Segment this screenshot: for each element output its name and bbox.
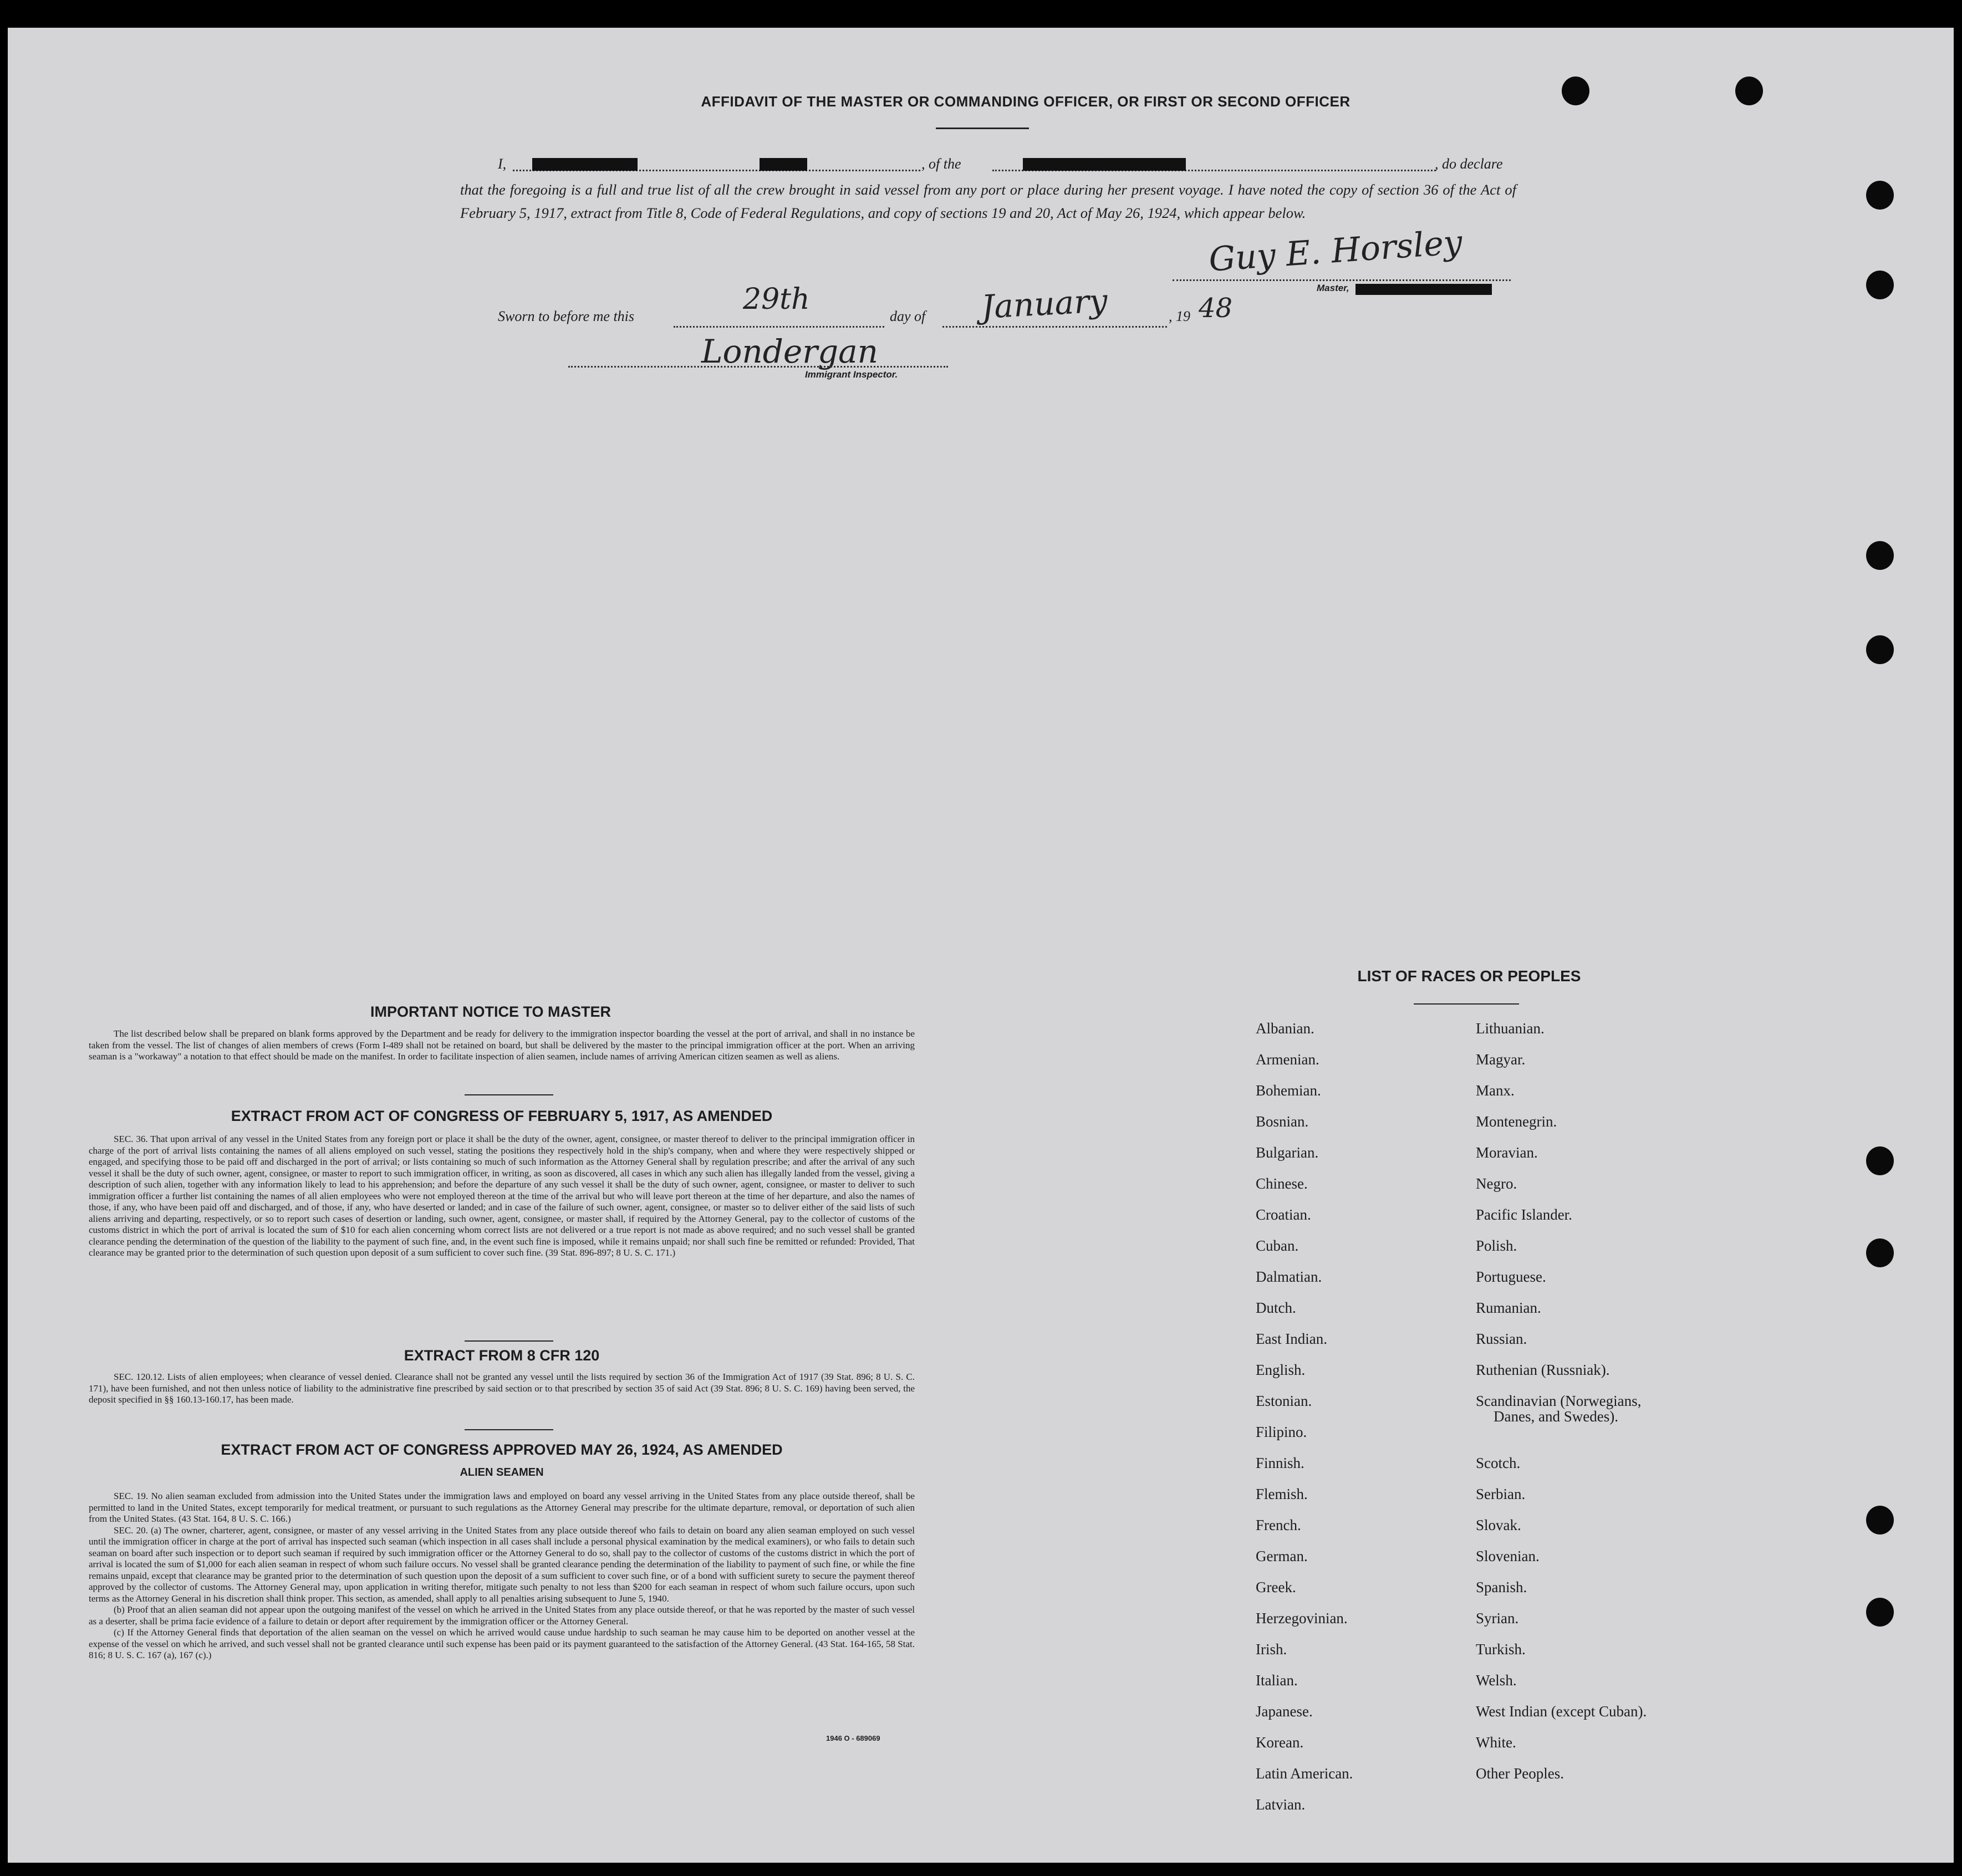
race-item: Serbian. [1476,1486,1526,1502]
race-item: Estonian. [1256,1393,1312,1409]
punch-hole [1866,1146,1894,1175]
day-of-label: day of [890,308,926,324]
race-item: Lithuanian. [1476,1020,1545,1037]
race-item: German. [1256,1548,1308,1564]
race-item: Korean. [1256,1734,1304,1751]
race-item: Spanish. [1476,1579,1527,1595]
master-label: Master, [1317,283,1349,293]
punch-hole [1866,1506,1894,1535]
sworn-day: 29th [743,283,810,316]
race-item: Armenian. [1256,1051,1319,1068]
affidavit-i-label: I, [498,156,507,172]
race-item: English. [1256,1362,1306,1378]
extract-cfr-body: SEC. 120.12. Lists of alien employees; when clearance of vessel denied. Clearance shall not be granted any vessel until the lists required by section 36 of the Immigration Act of 1917 (39 Stat. 896; 8 U. S. C. 171), have been furnished, and not then unless notice of liability to the administrative fine prescribed by said section or to that prescribed by section 35 of said Act (39 Stat. 896; 8 U. S. C. 169) having been served, the deposit specified in §§ 160.13-160.17, has been made. [89,1372,915,1405]
sec-19-text: SEC. 19. No alien seaman excluded from admission into the United States under the immigration laws and employed on board any vessel arriving in the United States from any place outside thereof, shall be permitted to land in the United States, except temporarily for medical treatment, or pursuant to such regulations as the Attorney General may prescribe for the ultimate departure, removal, or deportation of such alien from the United States. (43 Stat. 164, 8 U. S. C. 166.) [89,1491,915,1524]
punch-hole [1866,271,1894,299]
punch-hole [1866,541,1894,570]
race-item: West Indian (except Cuban). [1476,1703,1647,1720]
month-line [942,326,1167,328]
race-item: Cuban. [1256,1237,1299,1254]
day-line [674,326,884,328]
race-item: Ruthenian (Russniak). [1476,1362,1610,1378]
signature-line [1173,279,1511,281]
race-item: Bosnian. [1256,1113,1309,1130]
race-item: Polish. [1476,1237,1517,1254]
extract-1924-title: EXTRACT FROM ACT OF CONGRESS APPROVED MAY 26, 1924, AS AMENDED [221,1441,783,1458]
inspector-line [568,366,948,368]
divider [465,1340,553,1342]
punch-hole [1866,1238,1894,1267]
race-item: Croatian. [1256,1206,1311,1223]
punch-hole [1866,635,1894,664]
alien-seamen-subtitle: ALIEN SEAMEN [460,1466,544,1479]
notice-body: The list described below shall be prepared on blank forms approved by the Department and be ready for delivery to the immigration inspector boarding the vessel at the port of arrival, and shall in no instance be taken from the vessel. The list of changes of alien members of crews (Form I-489 shall not be retained on board, but shall be delivered by the master to the principal immigration officer at the port. When an arriving seaman is a "workaway" a notation to that effect should be made on the manifest. In order to facilitate inspection of alien seamen, include names of arriving American citizen seamen as well as aliens. [89,1028,915,1062]
affidavit-title: AFFIDAVIT OF THE MASTER OR COMMANDING OFFICER, OR FIRST OR SECOND OFFICER [701,93,1351,110]
notice-title: IMPORTANT NOTICE TO MASTER [370,1003,611,1020]
race-item: Turkish. [1476,1641,1526,1658]
race-item: Moravian. [1476,1144,1538,1161]
race-item: Pacific Islander. [1476,1206,1572,1223]
race-item: Rumanian. [1476,1299,1541,1316]
extract-1917-title: EXTRACT FROM ACT OF CONGRESS OF FEBRUARY 5, 1917, AS AMENDED [231,1108,773,1124]
extract-cfr-title: EXTRACT FROM 8 CFR 120 [404,1347,600,1364]
inspector-signature: Londergan [701,333,879,370]
race-item: Magyar. [1476,1051,1526,1068]
punch-hole [1866,181,1894,210]
sworn-month: January [980,282,1109,326]
races-title: LIST OF RACES OR PEOPLES [1357,967,1581,985]
master-name-field: GUY E. HORSLEY [532,158,638,171]
race-item: Chinese. [1256,1175,1308,1192]
of-the-label: , of the [921,156,961,172]
race-item: Filipino. [1256,1424,1307,1440]
do-declare-label: , do declare [1435,156,1503,172]
race-item: Latin American. [1256,1765,1353,1782]
race-item: East Indian. [1256,1330,1327,1347]
rank-field: MASTER [760,158,807,171]
race-item: Slovak. [1476,1517,1521,1533]
year-prefix: , 19 [1169,308,1190,324]
sworn-label: Sworn to before me this [498,308,635,324]
extract-1924-body [89,1491,915,1661]
race-item: Scandinavian (Norwegians, [1476,1393,1642,1409]
race-item: Montenegrin. [1476,1113,1557,1130]
sec-20c-text: (c) If the Attorney General finds that deportation of the alien seaman on the vessel on which he arrived would cause undue hardship to such seaman he may cause him to be deported on another vessel at the expense of the vessel on which he arrived, and such vessel shall not be granted clearance until such expense has been paid or its payment guaranteed to the satisfaction of the Attorney General. (43 Stat. 164-165, 58 Stat. 816; 8 U. S. C. 167 (a), 167 (c).) [89,1627,915,1660]
race-item: Danes, and Swedes). [1494,1408,1618,1425]
extract-1917-body: SEC. 36. That upon arrival of any vessel in the United States from any foreign port or place it shall be the duty of the owner, agent, consignee, or master thereof to deliver to the principal immigration officer in charge of the port of arrival lists containing the names of all aliens employed on such vessel, stating the positions they respectively hold in the ship's company, when and where they were respectively shipped or engaged, and specifying those to be paid off and discharged in the port of arrival; or lists containing so much of such information as the Attorney General shall by regulation prescribe; and after the arrival of any such vessel it shall be the duty of such owner, agent, consignee, or master to report to such immigration officer, in writing, as soon as discovered, all cases in which any such alien has illegally landed from the vessel, giving a description of such alien, together with any information likely to lead to his apprehension; and before the departure of any such vessel it shall be the duty of such owner, agent, consignee, or master to deliver to such immigration officer a further list containing the names of all alien employees who were not employed thereon at the time of the arrival but who will leave port thereon at the time of her departure, and also the names of those, if any, who have been paid off and discharged, and of those, if any, who have deserted or landed; and in case of the failure of such owner, agent, consignee, or master so to deliver either of the said lists of such aliens arriving and departing, respectively, or so to report such cases of desertion or landing, such owner, agent, consignee, or master shall, if required by the Attorney General, pay to the collector of customs of the customs district in which the port of arrival is located the sum of $10 for each alien concerning whom correct lists are not delivered or a true report is not made as above required; and no such vessel shall be granted clearance pending the determination of the question of the liability to the payment of such fine, and, in the event such fine is imposed, while it remains unpaid; nor shall such fine be remitted or refunded: Provided, That clearance may be granted prior to the determination of such question upon deposit of a sum sufficient to cover such fine. (39 Stat. 896-897; 8 U. S. C. 171.) [89,1134,915,1258]
punch-hole [1866,1598,1894,1627]
race-item: Bulgarian. [1256,1144,1319,1161]
year-suffix: 48 [1199,293,1233,324]
race-item: Slovenian. [1476,1548,1540,1564]
inspector-label: Immigrant Inspector. [805,369,898,380]
punch-hole [1562,77,1589,105]
race-item: Russian. [1476,1330,1527,1347]
sec-20a-text: SEC. 20. (a) The owner, charterer, agent, consignee, or master of any vessel arriving in the United States from any place outside thereof who fails to detain on board any alien seaman employed on such vessel until the immigration officer in charge at the port of arrival has inspected such seaman (which inspection in all cases shall include a personal physical examination by the medical examiners), or who fails to detain such seaman on board after such inspection or to deport such seaman if required by such immigration officer or the Attorney General to do so, shall pay to the collector of customs of the customs district in which the port of arrival is located the sum of $1,000 for each alien seaman in respect of whom such failure occurs. No vessel shall be granted clearance pending the determination of the liability to payment of such fine, or while the fine remains unpaid, except that clearance may be granted prior to the determination of such question upon the deposit of a sum sufficient to cover such fine, or of a bond with sufficient surety to secure the payment thereof approved by the collector of customs. The Attorney General may, upon application in writing therefor, mitigate such penalty to not less than $200 for each seaman in respect of whom such failure occurs, upon such terms as the Attorney General in his discretion shall think proper. This section, as amended, shall apply to all penalties arising subsequent to June 5, 1940. [89,1525,915,1604]
race-item: Greek. [1256,1579,1296,1595]
punch-hole [1735,77,1763,105]
race-item: Japanese. [1256,1703,1313,1720]
race-item: Irish. [1256,1641,1287,1658]
race-item: Scotch. [1476,1455,1521,1471]
divider [1414,1003,1519,1005]
race-item: Italian. [1256,1672,1298,1689]
race-item: French. [1256,1517,1301,1533]
race-item: Albanian. [1256,1020,1314,1037]
race-item: Latvian. [1256,1796,1306,1813]
race-item: Flemish. [1256,1486,1308,1502]
vessel-name-field: AMERICAN SS EVANGELINE [1023,158,1186,171]
sec-20b-text: (b) Proof that an alien seaman did not appear upon the outgoing manifest of the vessel on which he arrived in the United States from any place outside thereof, or that he was reported by the master of such vessel as a deserter, shall be prima facie evidence of a failure to detain or deport after requirement by the immigration officer or the Attorney General. [89,1604,915,1627]
race-item: Bohemian. [1256,1082,1321,1099]
race-item: Finnish. [1256,1455,1304,1471]
race-item: Portuguese. [1476,1268,1546,1285]
printer-code: 1946 O - 689069 [826,1734,880,1742]
redaction-bar [1355,284,1492,295]
race-item: Herzegovinian. [1256,1610,1348,1627]
race-item: Syrian. [1476,1610,1519,1627]
race-item: Other Peoples. [1476,1765,1564,1782]
race-item: Manx. [1476,1082,1515,1099]
affidavit-body: that the foregoing is a full and true list of all the crew brought in said vessel from any port or place during her present voyage. I have noted the copy of section 36 of the Act of February 5, 1917, extract from Title 8, Code of Federal Regulations, and copy of sections 19 and 20, Act of May 26, 1924, which appear below. [460,181,1516,221]
master-signature: Guy E. Horsley [1207,223,1464,279]
race-item: Dalmatian. [1256,1268,1322,1285]
race-item: Welsh. [1476,1672,1517,1689]
title-divider [936,128,1029,129]
race-item: Dutch. [1256,1299,1296,1316]
divider [465,1094,553,1095]
divider [465,1429,553,1430]
race-item: White. [1476,1734,1516,1751]
race-item: Negro. [1476,1175,1517,1192]
